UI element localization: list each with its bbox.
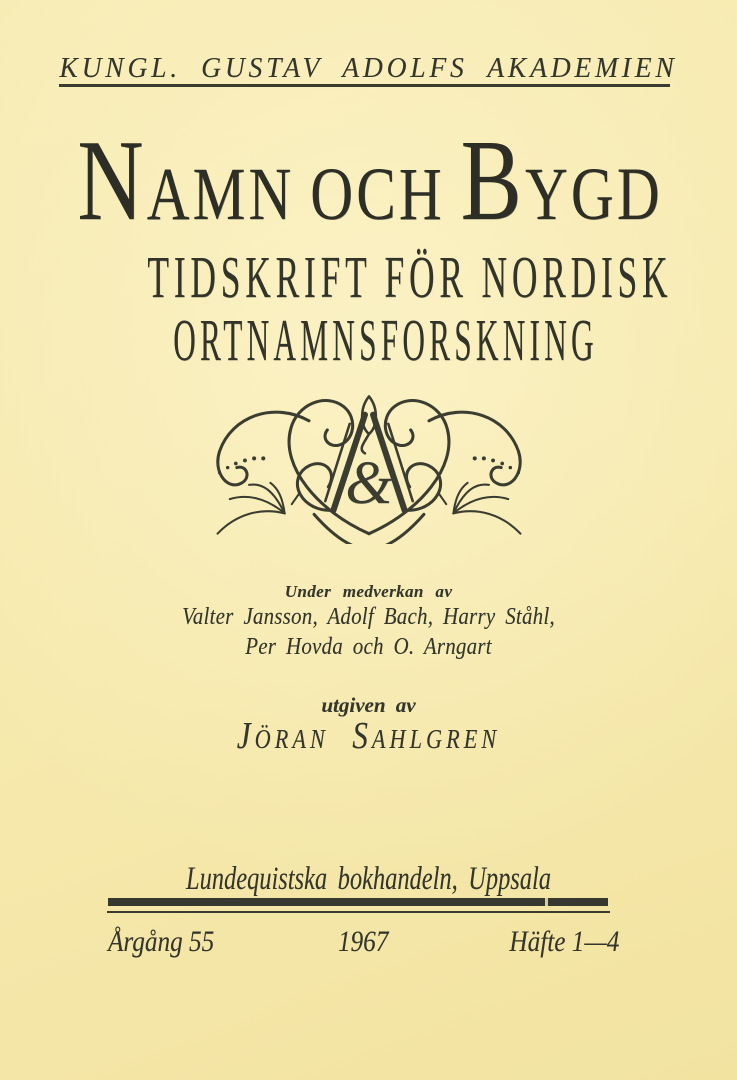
publisher-line: Lundequistska bokhandeln, Uppsala xyxy=(185,861,551,897)
academy-name: KUNGL. GUSTAV ADOLFS AKADEMIEN xyxy=(59,52,678,84)
footer-row xyxy=(108,925,619,959)
contributors-heading: Under medverkan av xyxy=(284,582,453,601)
footer-rule-thick xyxy=(108,898,608,906)
title-smallcaps-amn: AMN xyxy=(146,153,295,236)
title-word-och: OCH xyxy=(310,153,445,236)
title-smallcaps-ygd: YGD xyxy=(524,153,663,236)
rule-print-gap xyxy=(545,898,548,906)
subtitle-line-2: ORTNAMNSFORSKNING xyxy=(173,307,598,373)
year-label: 1967 xyxy=(338,925,389,958)
masthead-rule xyxy=(59,84,670,87)
contributors-line-1: Valter Jansson, Adolf Bach, Harry Ståhl, xyxy=(182,604,555,630)
center-flourish-group xyxy=(362,396,376,453)
volume-label: Årgång 55 xyxy=(108,925,215,958)
journal-title xyxy=(77,117,663,245)
dotted-arc xyxy=(218,456,265,474)
footer-rule-thin xyxy=(107,911,610,913)
editor-heading: utgiven av xyxy=(321,693,416,717)
subtitle-line-1: TIDSKRIFT FÖR NORDISK xyxy=(147,244,673,310)
issue-label: Häfte 1—4 xyxy=(509,925,619,958)
nb-monogram-ornament-icon xyxy=(186,381,552,544)
title-initial-n: N xyxy=(77,117,147,245)
contributors-line-2: Per Hovda och O. Arngart xyxy=(245,634,492,660)
title-initial-b: B xyxy=(460,117,525,245)
editor-name: Jöran Sahlgren xyxy=(236,715,501,757)
ampersand-glyph: & xyxy=(345,450,393,518)
